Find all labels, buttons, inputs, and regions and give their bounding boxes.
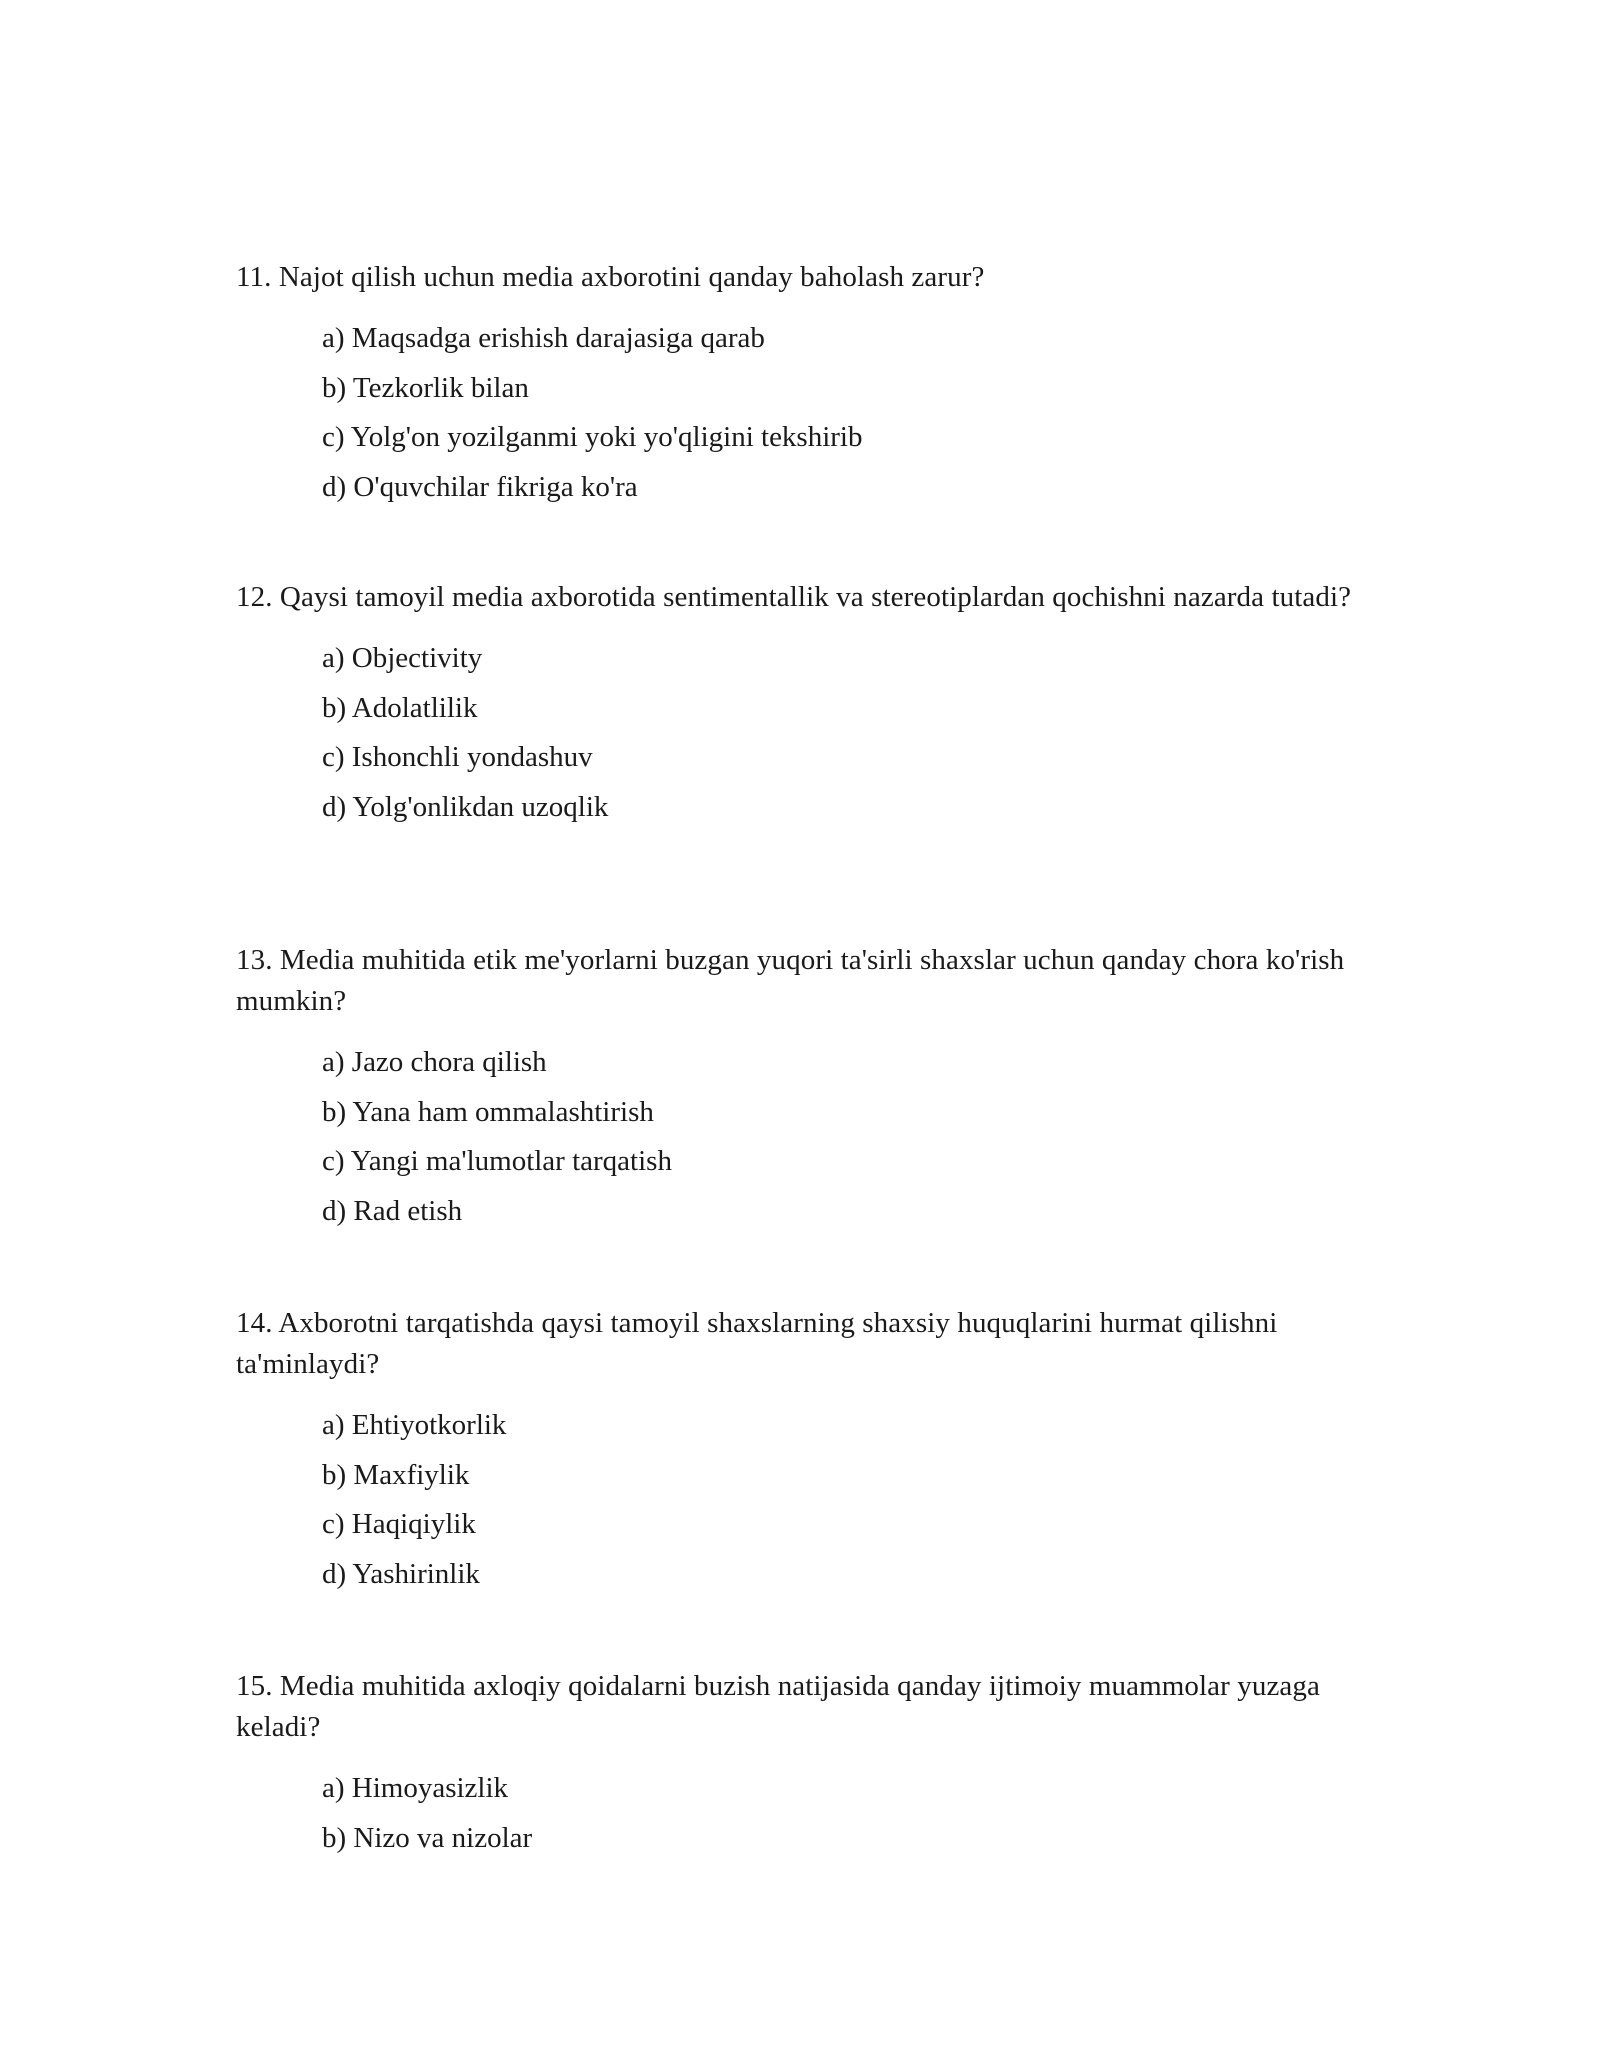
options-list (322, 1764, 1366, 1863)
option-a: a) Maqsadga erishish darajasiga qarab (322, 322, 765, 354)
option-d: d) Yolg'onlikdan uzoqlik (322, 790, 609, 823)
option-b: b) Yana ham ommalashtirish (322, 1095, 654, 1128)
option-c: c) Haqiqiylik (322, 1508, 476, 1540)
option-c: c) Ishonchli yondashuv (322, 741, 593, 773)
option-b: b) Maxfiylik (322, 1458, 470, 1491)
question-block-15 (236, 1666, 1366, 1863)
question-block-11 (236, 257, 1366, 512)
question-block-13 (236, 940, 1366, 1236)
options-list (322, 1038, 1366, 1236)
option-a: a) Ehtiyotkorlik (322, 1409, 507, 1441)
option-a: a) Objectivity (322, 642, 483, 674)
option-d: d) O'quvchilar fikriga ko'ra (322, 470, 638, 503)
option-b: b) Adolatlilik (322, 691, 478, 724)
options-list (322, 634, 1366, 832)
question-text: 14. Axborotni tarqatishda qaysi tamoyil shaxslarning shaxsiy huquqlarini hurmat qilishni ta'minlaydi? (236, 1307, 1278, 1380)
option-b: b) Tezkorlik bilan (322, 371, 529, 404)
option-c: c) Yolg'on yozilganmi yoki yo'qligini tekshirib (322, 421, 863, 453)
option-c: c) Yangi ma'lumotlar tarqatish (322, 1145, 672, 1177)
options-list (322, 314, 1366, 512)
question-block-14 (236, 1303, 1366, 1599)
question-text: 13. Media muhitida etik me'yorlarni buzgan yuqori ta'sirli shaxslar uchun qanday chora ko'rish mumkin? (236, 944, 1345, 1017)
option-d: d) Rad etish (322, 1194, 463, 1227)
question-text: 15. Media muhitida axloqiy qoidalarni buzish natijasida qanday ijtimoiy muammolar yuzaga keladi? (236, 1670, 1320, 1743)
question-text: 12. Qaysi tamoyil media axborotida sentimentallik va stereotiplardan qochishni nazarda tutadi? (236, 581, 1352, 613)
option-a: a) Himoyasizlik (322, 1772, 509, 1804)
options-list (322, 1401, 1366, 1599)
option-b: b) Nizo va nizolar (322, 1821, 533, 1854)
option-d: d) Yashirinlik (322, 1557, 480, 1590)
question-text: 11. Najot qilish uchun media axborotini qanday baholash zarur? (236, 261, 985, 293)
option-a: a) Jazo chora qilish (322, 1046, 547, 1078)
question-block-12 (236, 577, 1366, 832)
